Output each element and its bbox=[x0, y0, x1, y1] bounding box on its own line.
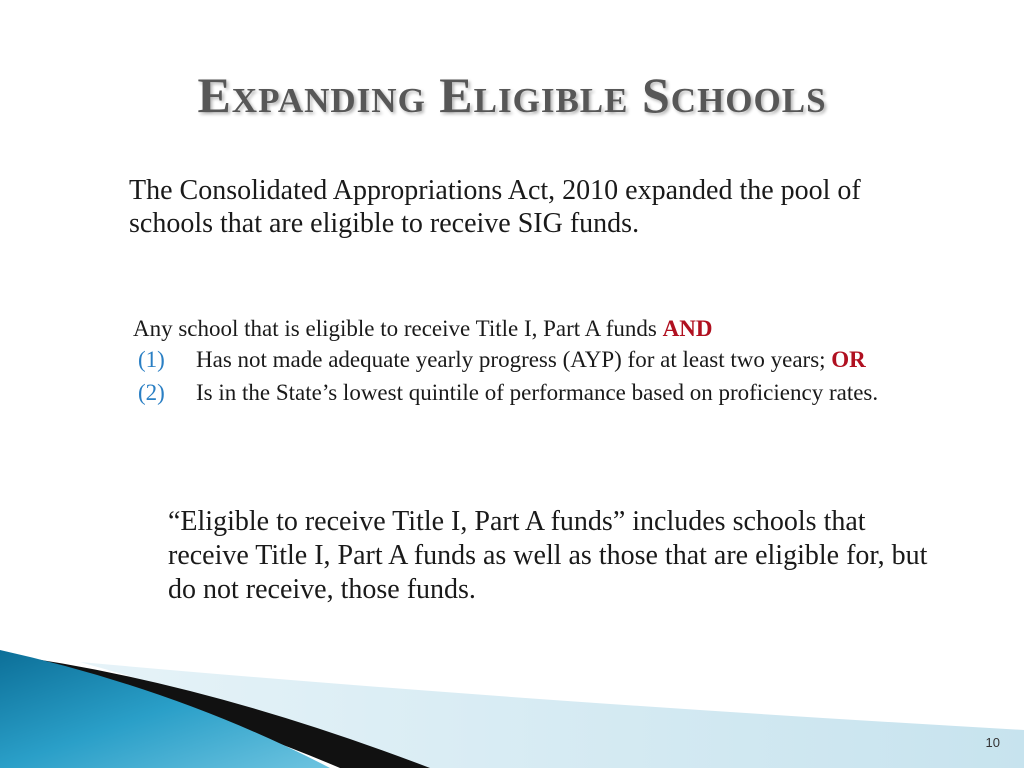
condition-keyword: OR bbox=[831, 347, 866, 372]
decorative-wave bbox=[0, 640, 1024, 768]
conditions-intro-text: Any school that is eligible to receive Title I, Part A funds bbox=[133, 316, 657, 341]
lead-paragraph: The Consolidated Appropriations Act, 2010 expanded the pool of schools that are eligible to receive SIG funds. bbox=[129, 175, 861, 239]
condition-text: Has not made adequate yearly progress (AYP) for at least two years; bbox=[196, 347, 826, 372]
conditions-list bbox=[138, 346, 928, 412]
page-number: 10 bbox=[985, 735, 1000, 750]
condition-item bbox=[138, 346, 928, 373]
note-paragraph: “Eligible to receive Title I, Part A funds” includes schools that receive Title I, Part A funds as well as those that are eligible for, but do not receive, those funds. bbox=[168, 506, 928, 605]
condition-number: (2) bbox=[138, 380, 165, 405]
slide-title: Expanding Eligible Schools bbox=[197, 67, 827, 123]
condition-number: (1) bbox=[138, 347, 165, 372]
conditions-intro bbox=[133, 314, 933, 344]
condition-text: Is in the State’s lowest quintile of performance based on proficiency rates. bbox=[196, 380, 879, 405]
conditions-intro-keyword: AND bbox=[662, 316, 713, 341]
condition-item bbox=[138, 379, 928, 406]
